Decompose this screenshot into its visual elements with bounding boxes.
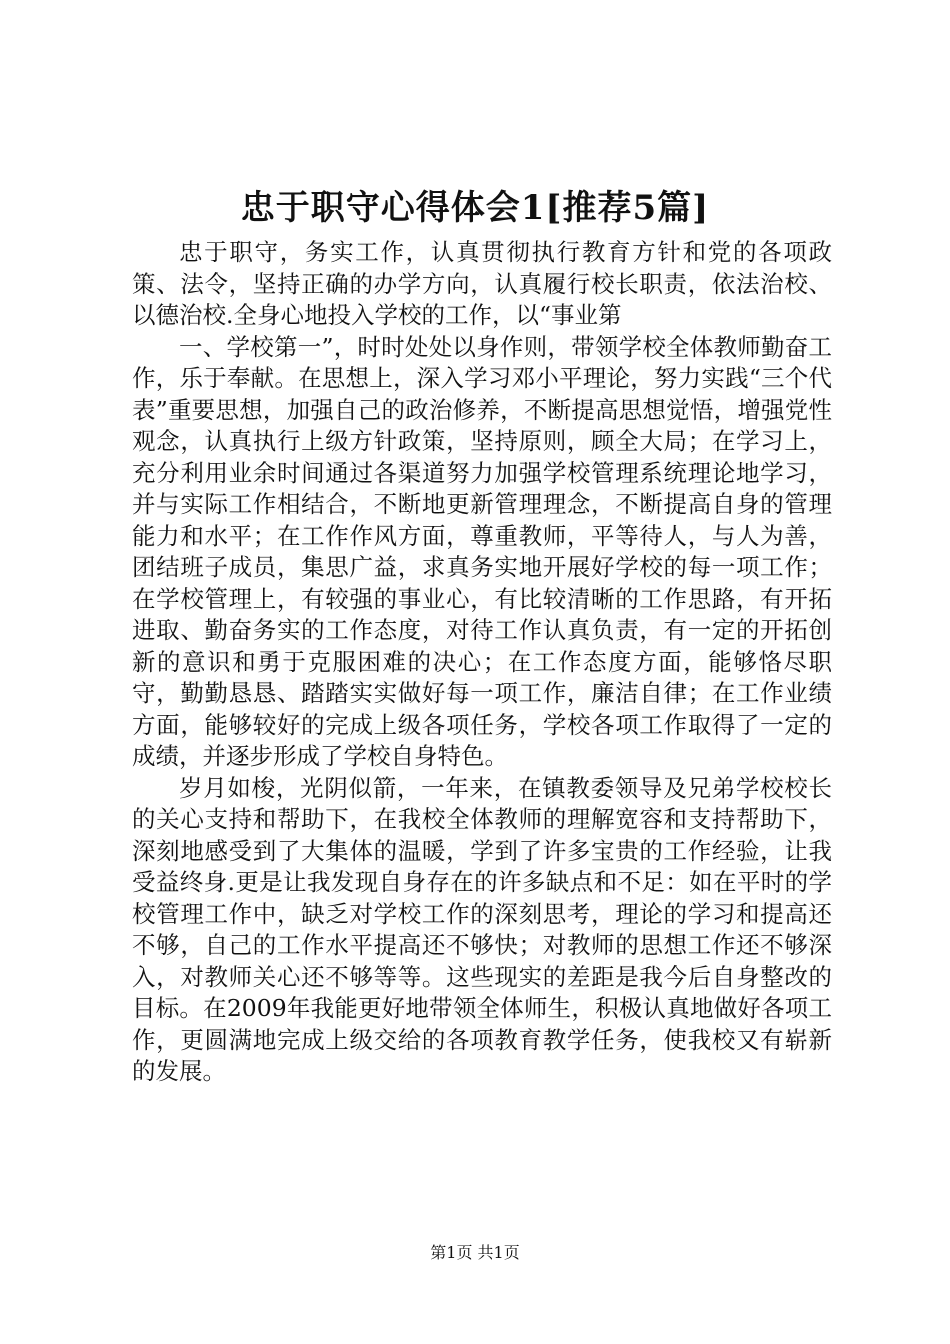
paragraph-1: 忠于职守，务实工作，认真贯彻执行教育方针和党的各项政策、法令，坚持正确的办学方向，认真履行校长职责，依法治校、以德治校.全身心地投入学校的工作，以“事业第 xyxy=(132,238,832,329)
document-title: 忠于职守心得体会1[推荐5篇] xyxy=(240,188,710,228)
paragraph-3: 岁月如梭，光阴似箭，一年来，在镇教委领导及兄弟学校校长的关心支持和帮助下，在我校全体教师的理解宽容和支持帮助下，深刻地感受到了大集体的温暖，学到了许多宝贵的工作经验，让我受益终身.更是让我发现自身存在的许多缺点和不足：如在平时的学校管理工作中，缺乏对学校工作的深刻思考，理论的学习和提高还不够，自己的工作水平提高还不够快；对教师的思想工作还不够深入，对教师关心还不够等等。这些现实的差距是我今后自身整改的目标。在2009年我能更好地带领全体师生，积极认真地做好各项工作，更圆满地完成上级交给的各项教育教学任务，使我校又有崭新的发展。 xyxy=(132,773,832,1085)
page-footer: 第1页 共1页 xyxy=(430,1243,520,1262)
paragraph-2: 一、学校第一”，时时处处以身作则，带领学校全体教师勤奋工作，乐于奉献。在思想上，深入学习邓小平理论，努力实践“三个代表”重要思想，加强自己的政治修养，不断提高思想觉悟，增强党性观念，认真执行上级方针政策，坚持原则，顾全大局；在学习上，充分利用业余时间通过各渠道努力加强学校管理系统理论地学习，并与实际工作相结合，不断地更新管理理念，不断提高自身的管理能力和水平；在工作作风方面，尊重教师，平等待人，与人为善，团结班子成员，集思广益，求真务实地开展好学校的每一项工作；在学校管理上，有较强的事业心，有比较清晰的工作思路，有开拓进取、勤奋务实的工作态度，对待工作认真负责，有一定的开拓创新的意识和勇于克服困难的决心；在工作态度方面，能够恪尽职守，勤勤恳恳、踏踏实实做好每一项工作，廉洁自律；在工作业绩方面，能够较好的完成上级各项任务，学校各项工作取得了一定的成绩，并逐步形成了学校自身特色。 xyxy=(132,332,832,770)
document-body xyxy=(132,237,832,1088)
